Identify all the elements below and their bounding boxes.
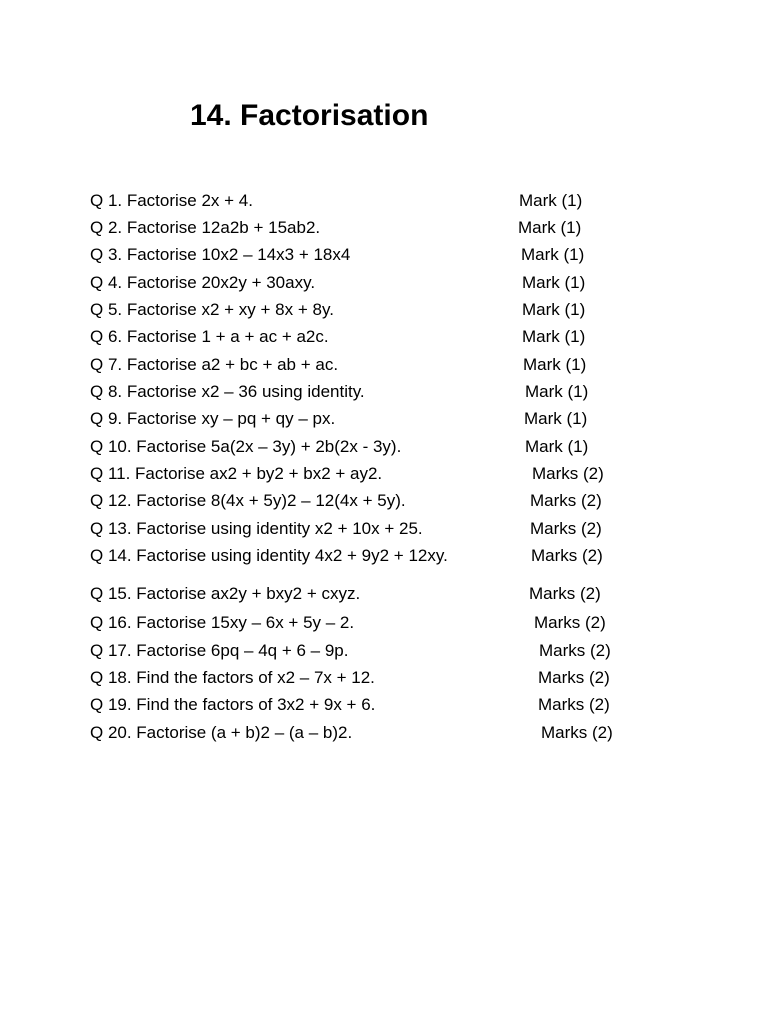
- question-mark: Mark (1): [519, 191, 583, 210]
- question-item: [90, 189, 690, 213]
- question-mark: Marks (2): [538, 695, 610, 714]
- question-mark: Marks (2): [541, 723, 613, 742]
- question-text: Q 1. Factorise 2x + 4.: [90, 191, 253, 210]
- question-item: [90, 271, 690, 295]
- question-mark: Marks (2): [529, 584, 601, 603]
- question-text: Q 19. Find the factors of 3x2 + 9x + 6.: [90, 695, 376, 714]
- question-item: [90, 666, 690, 690]
- question-text: Q 5. Factorise x2 + xy + 8x + 8y.: [90, 300, 334, 319]
- question-text: Q 12. Factorise 8(4x + 5y)2 – 12(4x + 5y).: [90, 491, 406, 510]
- question-text: Q 2. Factorise 12a2b + 15ab2.: [90, 218, 321, 237]
- question-text: Q 8. Factorise x2 – 36 using identity.: [90, 382, 365, 401]
- question-text: Q 18. Find the factors of x2 – 7x + 12.: [90, 668, 375, 687]
- question-item: [90, 544, 690, 568]
- question-item: [90, 489, 690, 513]
- question-text: Q 16. Factorise 15xy – 6x + 5y – 2.: [90, 613, 355, 632]
- question-mark: Mark (1): [522, 327, 586, 346]
- question-text: Q 20. Factorise (a + b)2 – (a – b)2.: [90, 723, 353, 742]
- page-title: 14. Factorisation: [190, 99, 429, 132]
- question-mark: Mark (1): [525, 437, 589, 456]
- question-item: [90, 517, 690, 541]
- question-mark: Marks (2): [538, 668, 610, 687]
- question-item: [90, 582, 690, 606]
- question-mark: Marks (2): [531, 546, 603, 565]
- question-item: [90, 243, 690, 267]
- question-item: [90, 721, 690, 745]
- question-item: [90, 353, 690, 377]
- question-text: Q 17. Factorise 6pq – 4q + 6 – 9p.: [90, 641, 349, 660]
- question-mark: Mark (1): [522, 300, 586, 319]
- question-mark: Marks (2): [539, 641, 611, 660]
- question-mark: Marks (2): [534, 613, 606, 632]
- question-mark: Mark (1): [521, 245, 585, 264]
- question-item: [90, 611, 690, 635]
- question-item: [90, 325, 690, 349]
- question-mark: Mark (1): [523, 355, 587, 374]
- question-text: Q 9. Factorise xy – pq + qy – px.: [90, 409, 336, 428]
- question-mark: Mark (1): [522, 273, 586, 292]
- question-text: Q 3. Factorise 10x2 – 14x3 + 18x4: [90, 245, 351, 264]
- question-mark: Mark (1): [518, 218, 582, 237]
- question-text: Q 7. Factorise a2 + bc + ab + ac.: [90, 355, 339, 374]
- question-item: [90, 639, 690, 663]
- question-mark: Marks (2): [530, 491, 602, 510]
- question-text: Q 6. Factorise 1 + a + ac + a2c.: [90, 327, 329, 346]
- question-text: Q 15. Factorise ax2y + bxy2 + cxyz.: [90, 584, 361, 603]
- question-mark: Marks (2): [530, 519, 602, 538]
- question-item: [90, 216, 690, 240]
- question-item: [90, 435, 690, 459]
- question-text: Q 13. Factorise using identity x2 + 10x + 25.: [90, 519, 423, 538]
- question-mark: Mark (1): [525, 382, 589, 401]
- question-item: [90, 380, 690, 404]
- question-mark: Mark (1): [524, 409, 588, 428]
- question-text: Q 4. Factorise 20x2y + 30axy.: [90, 273, 316, 292]
- question-item: [90, 407, 690, 431]
- question-text: Q 10. Factorise 5a(2x – 3y) + 2b(2x - 3y).: [90, 437, 402, 456]
- question-item: [90, 693, 690, 717]
- question-item: [90, 462, 690, 486]
- question-text: Q 14. Factorise using identity 4x2 + 9y2 + 12xy.: [90, 546, 448, 565]
- question-item: [90, 298, 690, 322]
- question-text: Q 11. Factorise ax2 + by2 + bx2 + ay2.: [90, 464, 383, 483]
- question-mark: Marks (2): [532, 464, 604, 483]
